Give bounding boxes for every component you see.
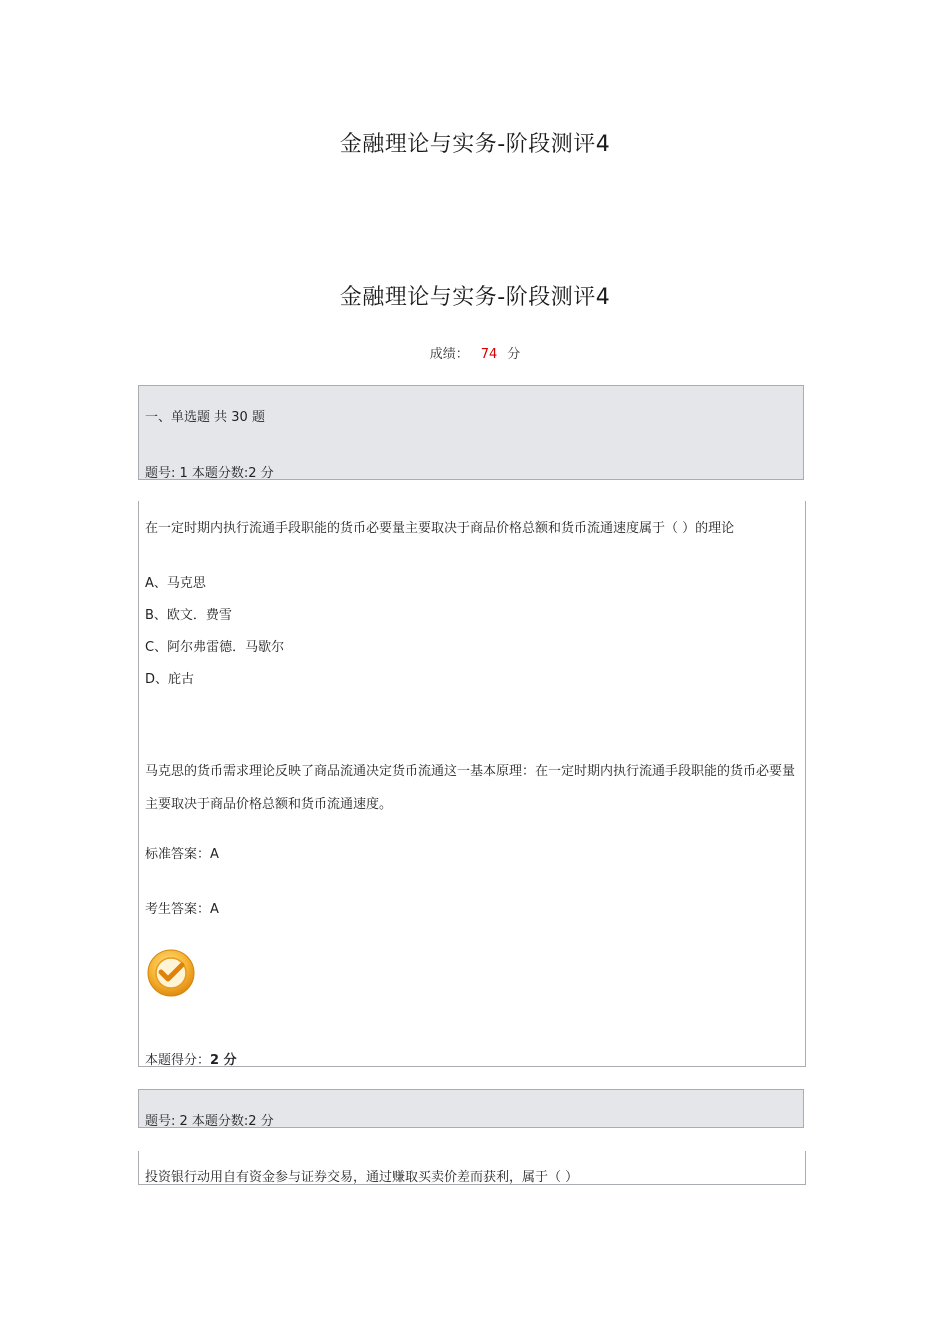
option-c: C、阿尔弗雷德．马歇尔: [145, 640, 285, 655]
quiz-title: 金融理论与实务-阶段测评4: [339, 285, 611, 310]
question-1-explanation: 马克思的货币需求理论反映了商品流通决定货币流通这一基本原理：在一定时期内执行流通手段职能的货币必要量主要取决于商品价格总额和货币流通速度。: [145, 764, 796, 812]
question-2-header-box: [138, 1089, 804, 1128]
question-2-panel: [138, 1151, 806, 1185]
option-a: A、马克思: [145, 576, 206, 591]
total-score-line: [0, 343, 950, 362]
question-1-panel: [138, 501, 806, 1067]
document-title: 金融理论与实务-阶段测评4: [339, 132, 611, 157]
checkmark-icon: [147, 949, 195, 997]
question-1-text: 在一定时期内执行流通手段职能的货币必要量主要取决于商品价格总额和货币流通速度属于（ ）的理论: [145, 521, 735, 536]
score-unit: 分: [507, 347, 521, 362]
question-2-text: 投资银行动用自有资金参与证券交易，通过赚取买卖价差而获利，属于（ ）: [145, 1170, 579, 1185]
question-2-header: 题号: 2 本题分数:2 分: [145, 1114, 274, 1129]
score-label: 成绩：: [429, 347, 469, 362]
standard-answer: 标准答案：A: [145, 847, 219, 862]
option-d: D、庇古: [145, 672, 195, 687]
section-heading: 一、单选题 共 30 题: [145, 410, 265, 425]
question-1-header: 题号: 1 本题分数:2 分: [145, 466, 274, 481]
student-answer: 考生答案：A: [145, 902, 219, 917]
section-header-box: [138, 385, 804, 480]
score-value: 74: [480, 347, 498, 362]
option-b: B、欧文．费雪: [145, 608, 232, 623]
question-score-value: 2 分: [210, 1053, 237, 1068]
question-1-score: [145, 1049, 237, 1068]
question-score-label: 本题得分：: [145, 1053, 211, 1068]
